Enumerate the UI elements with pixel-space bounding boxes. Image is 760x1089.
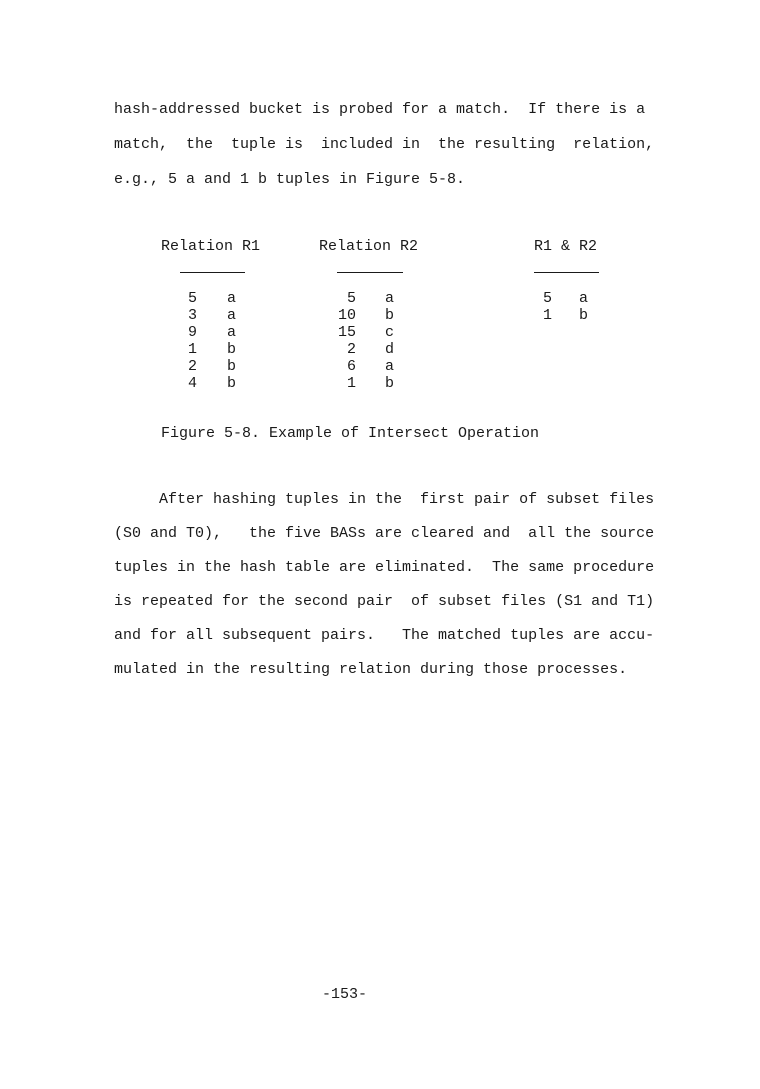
r1-row-2-num: 3 — [188, 307, 198, 324]
r1-row-1-char: a — [227, 290, 237, 307]
r2-row-6-num: 1 — [346, 375, 356, 392]
r2-row-2-num: 10 — [337, 307, 356, 324]
r1-row-5-num: 2 — [188, 358, 198, 375]
rule-r2 — [337, 272, 403, 273]
r1-row-5-char: b — [227, 358, 237, 375]
result-row-2-num: 1 — [543, 307, 553, 324]
paragraph-2-line-1: After hashing tuples in the first pair of subset files — [114, 491, 655, 508]
r1-row-3-num: 9 — [188, 324, 198, 341]
result-row-1-char: a — [579, 290, 589, 307]
r2-row-1-char: a — [385, 290, 395, 307]
r1-row-1-num: 5 — [188, 290, 198, 307]
header-relation-r1: Relation R1 — [161, 238, 261, 255]
paragraph-2-line-3: tuples in the hash table are eliminated. The same procedure — [114, 559, 655, 576]
r1-row-4-num: 1 — [188, 341, 198, 358]
result-row-2-char: b — [579, 307, 589, 324]
result-row-1-num: 5 — [543, 290, 553, 307]
r2-row-3-num: 15 — [337, 324, 356, 341]
paragraph-2-line-2: (S0 and T0), the five BASs are cleared and all the source — [114, 525, 655, 542]
r2-row-4-num: 2 — [346, 341, 356, 358]
r1-row-6-num: 4 — [188, 375, 198, 392]
page-number: -153- — [322, 986, 368, 1003]
r2-row-3-char: c — [385, 324, 395, 341]
r1-row-6-char: b — [227, 375, 237, 392]
r2-row-5-char: a — [385, 358, 395, 375]
paragraph-2-line-4: is repeated for the second pair of subset files (S1 and T1) — [114, 593, 655, 610]
r2-row-1-num: 5 — [346, 290, 356, 307]
figure-caption: Figure 5-8. Example of Intersect Operation — [161, 425, 540, 442]
header-relation-r2: Relation R2 — [319, 238, 419, 255]
r1-row-3-char: a — [227, 324, 237, 341]
paragraph-1-line-1: hash-addressed bucket is probed for a match. If there is a — [114, 101, 646, 118]
paragraph-2-line-5: and for all subsequent pairs. The matched tuples are accu- — [114, 627, 655, 644]
r2-row-2-char: b — [385, 307, 395, 324]
r2-row-5-num: 6 — [346, 358, 356, 375]
r1-row-2-char: a — [227, 307, 237, 324]
rule-result — [534, 272, 599, 273]
header-r1-and-r2: R1 & R2 — [534, 238, 598, 255]
r2-row-6-char: b — [385, 375, 395, 392]
r1-row-4-char: b — [227, 341, 237, 358]
paragraph-2-line-6: mulated in the resulting relation during those processes. — [114, 661, 628, 678]
paragraph-1-line-2: match, the tuple is included in the resulting relation, — [114, 136, 655, 153]
rule-r1 — [180, 272, 245, 273]
paragraph-1-line-3: e.g., 5 a and 1 b tuples in Figure 5-8. — [114, 171, 466, 188]
r2-row-4-char: d — [385, 341, 395, 358]
